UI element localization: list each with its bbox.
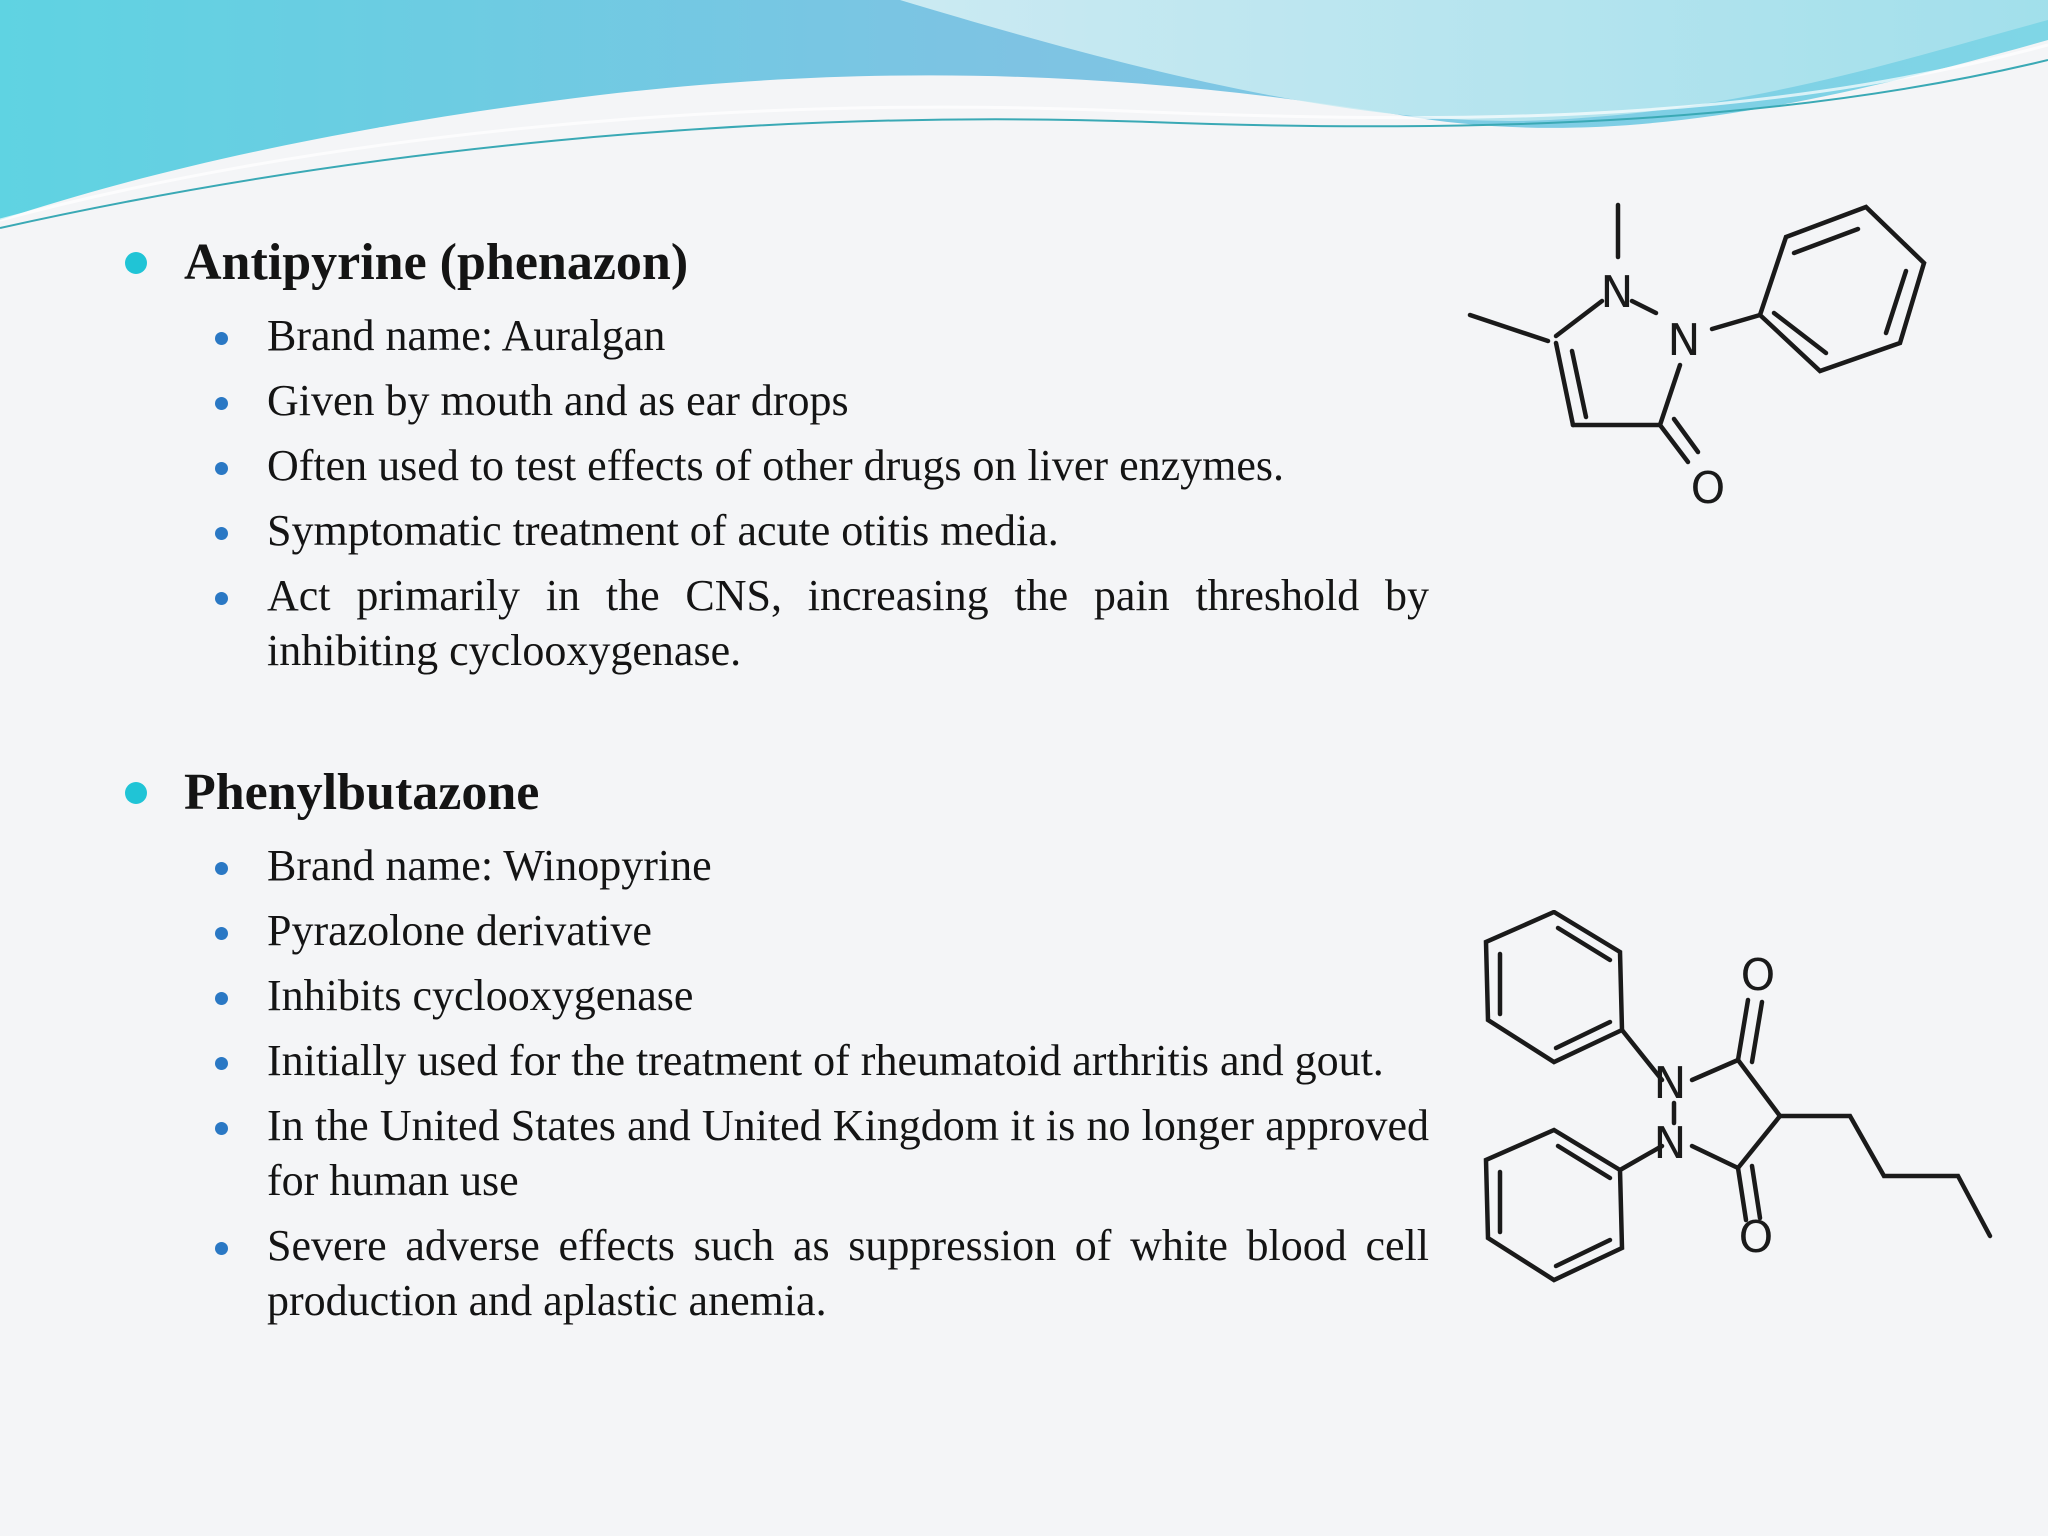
antipyrine-atom-label: N (1600, 267, 1634, 318)
list-item (0, 568, 2048, 678)
bullet-dot-icon (125, 782, 147, 804)
antipyrine-atom-label: O (1690, 463, 1726, 514)
list-item-text: Severe adverse effects such as suppression of white blood cell production and aplastic anemia. (267, 1221, 1429, 1325)
antipyrine-structure-diagram (1460, 195, 1940, 525)
bullet-dot-icon (215, 1057, 228, 1070)
bullet-dot-icon (215, 592, 228, 605)
phenylbutazone-heading-row (0, 758, 2048, 828)
antipyrine-atom-label: N (1667, 315, 1701, 366)
bullet-dot-icon (215, 1242, 228, 1255)
list-item-text: Given by mouth and as ear drops (267, 376, 849, 425)
list-item-text: In the United States and United Kingdom it is no longer approved for human use (267, 1101, 1429, 1205)
bullet-dot-icon (125, 252, 147, 274)
list-item-text: Inhibits cyclooxygenase (267, 971, 694, 1020)
list-item-text: Pyrazolone derivative (267, 906, 652, 955)
list-item-text: Often used to test effects of other drugs on liver enzymes. (267, 441, 1285, 490)
phenylbutazone-atom-label: O (1740, 950, 1776, 1001)
antipyrine-heading: Antipyrine (phenazon) (184, 234, 689, 291)
list-item-text: Act primarily in the CNS, increasing the pain threshold by inhibiting cyclooxygenase. (267, 571, 1429, 675)
list-item (0, 838, 2048, 893)
bullet-dot-icon (215, 862, 228, 875)
bullet-dot-icon (215, 332, 228, 345)
phenylbutazone-structure-diagram (1470, 910, 2000, 1315)
bullet-dot-icon (215, 992, 228, 1005)
phenylbutazone-atom-label: N (1653, 1118, 1687, 1169)
list-item-text: Symptomatic treatment of acute otitis media. (267, 506, 1059, 555)
bullet-dot-icon (215, 462, 228, 475)
phenylbutazone-atom-label: O (1738, 1212, 1774, 1263)
phenylbutazone-atom-label: N (1653, 1058, 1687, 1109)
list-item-text: Brand name: Auralgan (267, 311, 666, 360)
bullet-dot-icon (215, 927, 228, 940)
bullet-dot-icon (215, 397, 228, 410)
list-item-text: Brand name: Winopyrine (267, 841, 712, 890)
bullet-dot-icon (215, 527, 228, 540)
phenylbutazone-heading: Phenylbutazone (184, 764, 540, 821)
list-item-text: Initially used for the treatment of rheumatoid arthritis and gout. (267, 1036, 1384, 1085)
bullet-dot-icon (215, 1122, 228, 1135)
